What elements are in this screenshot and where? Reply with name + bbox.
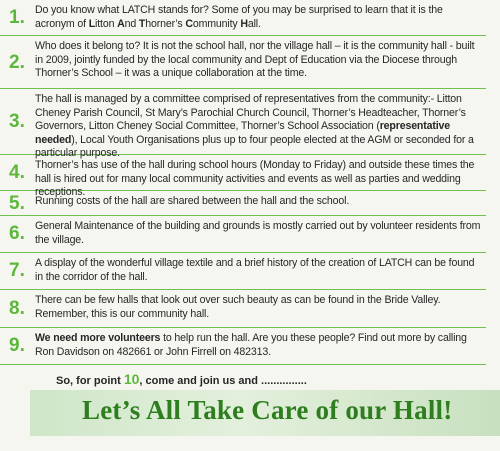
list-item [0,289,486,328]
bold-run: H [240,17,248,30]
item-text [35,220,482,247]
text-run: Do you know what LATCH stands for? Some of you may be surprised to learn that it is the acronym of [35,4,443,30]
text-run: nd [124,17,139,30]
list-item [0,215,486,253]
item-number: 7. [9,260,25,281]
text-run: Thorner’s has use of the hall during school hours (Monday to Friday) and outside these times the hall is hired out for many local community activities and events as well as parties and wedding receptions. [35,159,475,198]
list-item [0,0,486,36]
item-text [35,257,482,284]
closing-line [56,371,307,387]
bold-run: A [117,17,125,30]
list-item [0,154,486,198]
text-run: The hall is managed by a committee comprised of representatives from the community:- Litton Cheney Parish Council, St Mary’s Parochial Church Council, Thorner’s Headteacher, Thorner’s Governors, Litton Cheney Social Committee, Thorner’s School Association ( [35,93,466,132]
text-run: A display of the wonderful village textile and a brief history of the creation of LATCH can be found in the corridor of the hall. [35,257,475,283]
item-text [35,332,482,359]
text-run: ), Local Youth Organisations plus up to four people elected at the AGM or seconded for a particular purpose. [35,133,474,159]
text-run: Who does it belong to? It is not the school hall, nor the village hall – it is the community hall - built in 2009, jointly funded by the local community and Dept of Education via the Diocese through Thorner’s School – it was a unique collaboration at the time. [35,40,475,79]
list-item [0,252,486,290]
bold-run: C [185,17,193,30]
text-run: General Maintenance of the building and grounds is mostly carried out by volunteer residents from the village. [35,220,481,246]
bold-run: representative needed [35,120,451,146]
item-number: 6. [9,223,25,244]
text-run: itton [95,17,118,30]
text-run: ommunity [192,17,241,30]
item-number: 4. [9,162,25,183]
item-text [35,40,482,81]
bold-run: T [138,17,146,30]
item-number: 1. [9,7,25,28]
bold-run: We need more volunteers [35,332,161,344]
item-text [35,4,482,31]
closing-point-number: 10 [123,371,140,387]
item-text [35,294,482,321]
item-text [35,93,482,161]
list-item [0,35,486,89]
text-run: There can be few halls that look out over such beauty as can be found in the Bride Valley. Remember, this is our community hall. [35,294,441,320]
text-run: Running costs of the hall are shared between the hall and the school. [35,195,350,207]
item-number: 8. [9,298,25,319]
bold-run: L [88,17,96,30]
text-run: all. [247,17,261,30]
item-text [35,195,482,209]
item-number: 5. [9,193,25,214]
list-item [0,327,486,365]
text-run: to help run the hall. Are you these people? Find out more by calling Ron Davidson on 482661 or John Firrell on 482313. [35,332,467,358]
item-number: 3. [9,111,25,132]
item-number: 2. [9,52,25,73]
item-number: 9. [9,335,25,356]
text-run: horner’s [145,17,186,30]
slogan-text: Let’s All Take Care of our Hall! [82,395,453,425]
closing-prefix: So, for point [56,375,124,387]
list-item [0,190,486,216]
list-item [0,88,486,159]
closing-suffix: , come and join us and ............... [139,375,307,387]
